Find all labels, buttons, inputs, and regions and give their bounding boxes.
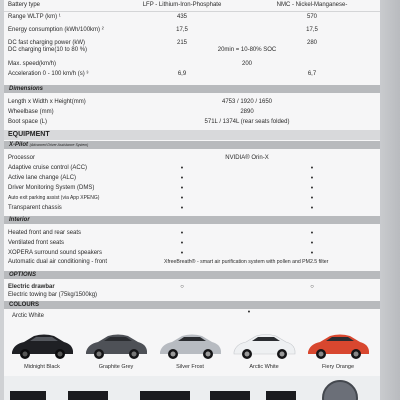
nmc-value: 280 [306, 40, 318, 46]
colour-name: Arctic White [249, 364, 279, 370]
car-fiery-orange[interactable] [304, 328, 372, 370]
lfp-bullet: • [180, 175, 184, 182]
dark-block [68, 391, 108, 400]
nmc-value: NMC - Nickel-Manganese- [276, 2, 348, 8]
car-icon [82, 328, 150, 362]
nmc-bullet: • [310, 195, 314, 202]
row-label: Length x Width x Height(mm) [8, 99, 86, 105]
colour-name: Graphite Grey [98, 364, 134, 370]
shared-value: NVIDIA® Orin-X [225, 155, 269, 161]
divider [4, 11, 380, 12]
car-silver-frost[interactable] [156, 328, 224, 370]
colour-name: Midnight Black [24, 364, 60, 370]
dark-block [210, 391, 250, 400]
lfp-bullet: • [180, 185, 184, 192]
row-label: Energy consumption (kWh/100km) ² [8, 27, 104, 33]
car-icon [8, 328, 76, 362]
row-label: Boot space (L) [8, 119, 48, 125]
car-icon [156, 328, 224, 362]
row-label: Auto exit parking assist (via App XPENG) [8, 195, 100, 201]
car-graphite-grey[interactable] [82, 328, 150, 370]
row-label: Range WLTP (km) ¹ [8, 14, 61, 20]
shared-value: 4753 / 1920 / 1650 [221, 99, 273, 105]
row-label: Max. speed(km/h) [8, 61, 57, 67]
row-label: Acceleration 0 - 100 km/h (s) ³ [8, 71, 89, 77]
lfp-bullet: • [180, 195, 184, 202]
lfp-value: 6,9 [177, 71, 187, 77]
row-label: Wheelbase (mm) [8, 109, 54, 115]
row-label: Electric towing bar (75kg/1500kg) [8, 292, 98, 298]
nmc-value: 570 [306, 14, 318, 20]
row-label: Processor [8, 155, 36, 161]
nmc-bullet: • [310, 175, 314, 182]
row-label: Ventilated front seats [8, 240, 65, 246]
xpilot-subtitle: (Advanced Driver Assistance System) [29, 143, 89, 147]
row-label: XOPERA surround sound speakers [8, 250, 103, 256]
colour-name: Silver Frost [176, 364, 204, 370]
lfp-value: 435 [176, 14, 188, 20]
nmc-bullet: • [310, 185, 314, 192]
shared-value: 20min = 10-80% SOC [217, 47, 277, 53]
row-label: Heated front and rear seats [8, 230, 82, 236]
row-label: Active lane change (ALC) [8, 175, 77, 181]
nmc-bullet: • [310, 205, 314, 212]
car-midnight-black[interactable] [8, 328, 76, 370]
colour-name: Fiery Orange [321, 364, 355, 370]
air-purification-value: XfreeBreath® - smart air purification system with pollen and PM2.5 filter [164, 259, 329, 265]
lfp-value: 215 [176, 40, 188, 46]
car-icon [230, 328, 298, 362]
xpilot-header [4, 141, 380, 149]
shared-value: 571L / 1374L (rear seats folded) [204, 119, 290, 125]
page-shadow [380, 0, 400, 400]
row-label: Battery type [8, 2, 41, 8]
lfp-bullet: • [180, 230, 184, 237]
row-label: Electric drawbar [8, 284, 55, 290]
row-label: Driver Monitoring System (DMS) [8, 185, 95, 191]
nmc-bullet: • [310, 240, 314, 247]
lfp-bullet: • [180, 240, 184, 247]
nmc-bullet: • [310, 230, 314, 237]
row-label: Automatic dual air conditioning - front [8, 259, 108, 265]
lfp-bullet: • [180, 165, 184, 172]
dimensions-header: Dimensions [4, 85, 380, 93]
equipment-section: EQUIPMENT [4, 130, 380, 140]
spec-sheet [4, 0, 380, 400]
colour-bullet: • [247, 309, 251, 316]
row-label: DC fast charging power (kW) [8, 40, 86, 46]
shared-value: 200 [241, 61, 253, 67]
xpilot-title: X-Pilot [9, 142, 28, 148]
options-header: OPTIONS [4, 271, 380, 279]
nmc-value: 17,5 [306, 27, 318, 33]
interior-header: Interior [4, 216, 380, 224]
nmc-option: ○ [310, 284, 314, 290]
dark-block [266, 391, 296, 400]
shared-value: 2890 [240, 109, 254, 115]
lfp-bullet: • [180, 250, 184, 257]
lfp-value: LFP - Lithium-Iron-Phosphate [142, 2, 222, 8]
dark-block [10, 391, 46, 400]
lfp-bullet: • [180, 205, 184, 212]
nmc-bullet: • [310, 165, 314, 172]
nmc-value: 6,7 [307, 71, 317, 77]
row-label: Transparent chassis [8, 205, 62, 211]
car-icon [304, 328, 372, 362]
row-label: Adaptive cruise control (ACC) [8, 165, 88, 171]
lfp-value: 17,5 [176, 27, 188, 33]
lfp-option: ○ [180, 284, 184, 290]
row-label: DC charging time(10 to 80 %) [8, 47, 88, 53]
colours-header: COLOURS [4, 301, 380, 309]
dark-block [140, 391, 190, 400]
colour-swatches [4, 326, 380, 372]
car-arctic-white[interactable] [230, 328, 298, 370]
arctic-white-label: Arctic White [12, 313, 45, 319]
nmc-bullet: • [310, 250, 314, 257]
